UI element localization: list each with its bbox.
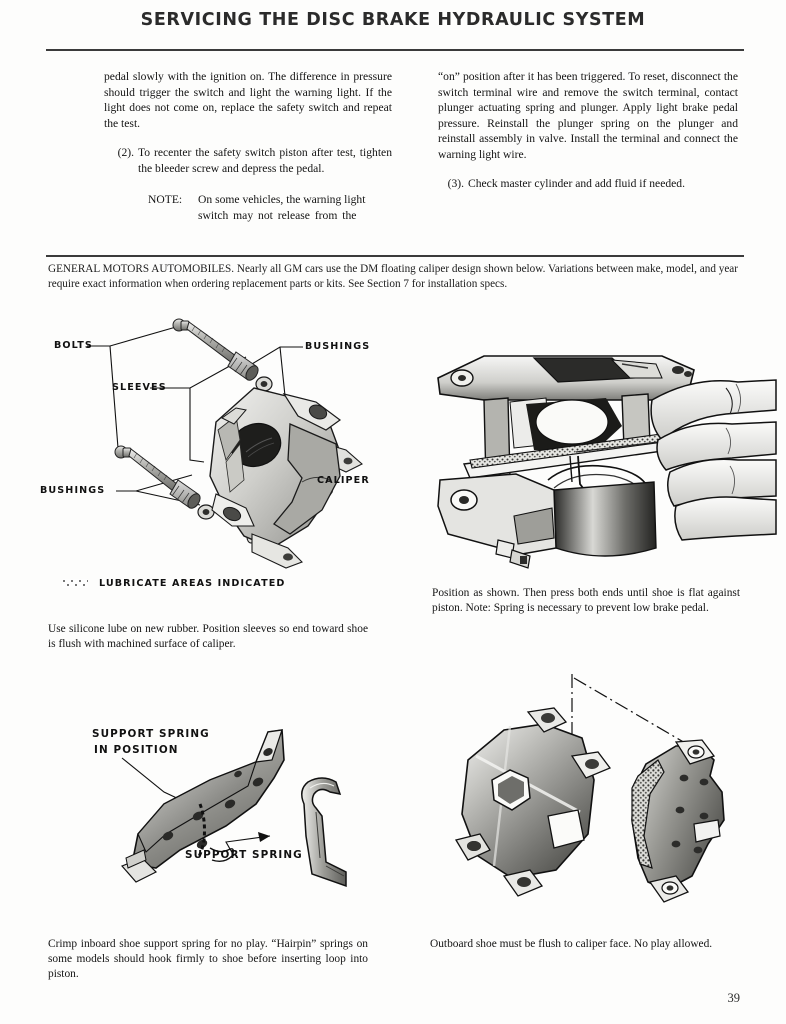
- hand-and-thumb: [651, 380, 776, 540]
- diagram-label-bushings-top: BUSHINGS: [305, 341, 371, 352]
- diagram-label-caliper: CALIPER: [317, 475, 370, 486]
- outboard-caliper-body: [456, 708, 610, 896]
- step-2-number: (2).: [117, 146, 134, 159]
- crosshatch-swatch-icon: [62, 579, 88, 588]
- bolt-lower: [115, 446, 177, 491]
- step-3-text: Check master cylinder and add fluid if needed.: [468, 177, 685, 190]
- page-number: 39: [727, 991, 740, 1005]
- note-label: NOTE:: [148, 193, 183, 206]
- gm-section-paragraph: [48, 262, 738, 291]
- step-2-text: To recenter the safety switch piston after test, tighten the bleeder screw and depress the pedal.: [138, 146, 392, 175]
- note-line-1: On some vehicles, the warning light: [198, 193, 366, 206]
- hands-caliper-photo: [426, 348, 776, 578]
- lubricate-legend-label: LUBRICATE AREAS INDICATED: [99, 578, 286, 589]
- left-continued-paragraph: pedal slowly with the ignition on. The difference in pressure should trigger the switch and light the warning light. If the light does not come on, replace the safety switch and repeat the test.: [104, 70, 392, 130]
- label-support-spring: SUPPORT SPRING: [185, 849, 303, 861]
- diagram-label-sleeves: SLEEVES: [112, 382, 167, 393]
- outboard-shoe-photo: [432, 664, 762, 914]
- gm-section-text: Nearly all GM cars use the DM floating caliper design shown below. Variations between make, model, and year require exact information when ordering replacement parts or kits. See Section 7 for installation specs.: [48, 263, 739, 290]
- outboard-shoe-caption: Outboard shoe must be flush to caliper face. No play allowed.: [430, 938, 713, 950]
- right-continued-paragraph: “on” position after it has been triggered. To reset, disconnect the switch terminal wire and remove the switch terminal, contact plunger actuating spring and plunger. Apply light brake pedal pressure. Reinstall the plunger spring on the plunger and reinstall assembly in valve. Install the terminal and connect the warning light wire.: [438, 70, 738, 161]
- gm-section-heading: GENERAL MOTORS AUTOMOBILES.: [48, 263, 235, 275]
- exploded-caliper-caption: Use silicone lube on new rubber. Position sleeves so end toward shoe is flush with machined surface of caliper.: [48, 623, 368, 650]
- step-2-block: [104, 145, 392, 176]
- diagram-label-bolts: BOLTS: [54, 340, 93, 351]
- step-3-number: (3).: [447, 177, 464, 190]
- note-line-2: switch may not release from the: [198, 208, 357, 222]
- hands-caliper-caption: Position as shown. Then press both ends until shoe is flat against piston. Note: Spring is necessary to prevent low brake pedal.: [432, 587, 740, 614]
- section-divider-rule: [46, 255, 744, 257]
- piston-and-spring: [548, 456, 656, 556]
- leader-arrowhead-b: [258, 832, 270, 842]
- support-spring-figure: [60, 716, 410, 906]
- left-text-column: [104, 69, 392, 223]
- diagram-label-bushings-bottom: BUSHINGS: [40, 485, 106, 496]
- caliper-casting-bottom: [438, 474, 556, 568]
- label-support-spring-in-position-line2: IN POSITION: [94, 744, 179, 756]
- bolt-upper: [173, 319, 236, 363]
- label-support-spring-in-position-line1: SUPPORT SPRING: [92, 728, 210, 740]
- caliper-casting-top: [438, 356, 694, 400]
- right-text-column: [438, 69, 738, 192]
- support-spring-caption: Crimp inboard shoe support spring for no play. “Hairpin” springs on some models should hook firmly to shoe before inserting loop into piston.: [48, 938, 368, 980]
- hands-caliper-illustration: [426, 348, 776, 578]
- exploded-caliper-figure: [40, 312, 410, 572]
- note-block: [104, 192, 392, 223]
- sleeve-upper: [228, 352, 261, 382]
- step-3-block: [438, 176, 738, 192]
- header-divider-rule: [46, 49, 744, 51]
- outboard-shoe-part: [632, 740, 724, 902]
- outboard-shoe-illustration: [432, 664, 762, 914]
- sleeve-lower: [170, 480, 203, 510]
- detached-support-spring: [302, 778, 346, 886]
- lubricate-legend: [62, 578, 285, 589]
- bushing-lower-ring: [198, 505, 214, 519]
- page-title: SERVICING THE DISC BRAKE HYDRAULIC SYSTEM: [140, 10, 646, 30]
